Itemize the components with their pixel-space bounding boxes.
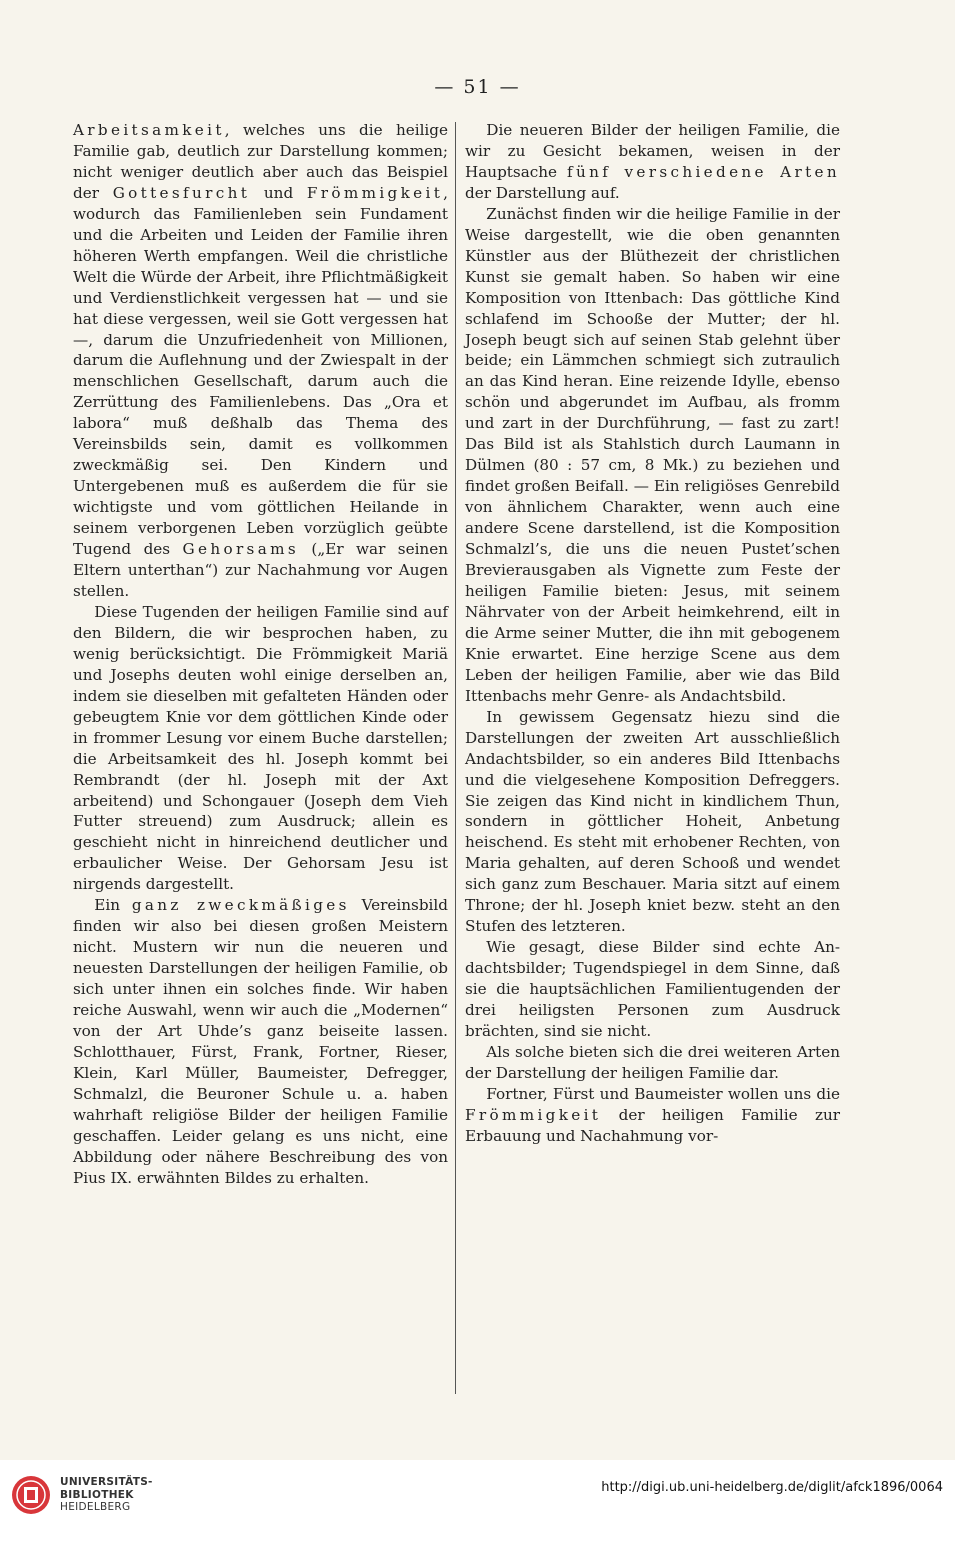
emphasized-text: Frömmigkeit <box>306 183 444 202</box>
text-run: („Er war seinen Eltern unterthan“) zur Nachahmung vor Augen stellen. <box>73 540 448 600</box>
text-run: Als solche bieten sich die drei weiteren Arten der Darstellung der heiligen Familie dar. <box>465 1042 840 1082</box>
emphasized-text: fünf verschiedene Arten <box>567 162 840 181</box>
text-run: In gewissem Gegensatz hiezu sind die Darstellungen der zweiten Art ausschließlich Andachtsbilder, so ein anderes Bild Ittenbachs und die vielgesehene Komposition Defreggers. Sie zeigen das Kind nicht in kindlichem Thun, sondern in göttlicher Hoheit, Anbetung heischend. Es steht mit erhobener Rechten, von Maria gehalten, auf deren Schooß und wendet sich ganz zum Beschauer. Maria sitzt auf einem Throne; der hl. Joseph kniet bezw. steht an den Stufen des letzteren. <box>465 707 840 936</box>
institution-line-2: BIBLIOTHEK <box>60 1488 134 1501</box>
institution-line-3: HEIDELBERG <box>60 1501 131 1513</box>
text-run: , wodurch das Familienleben sein Fundament und die Arbeiten und Leiden der Familie ihren höheren Werth empfangen. Weil die christliche Welt die Würde der Arbeit, ihre Pflichtmäßigkeit und Verdienstlichkeit vergessen hat — und sie hat diese vergessen, weil sie Gott vergessen hat —, darum die Unzufriedenheit von Millionen, darum die Auflehnung und der Zwiespalt in der menschlichen Gesellschaft, darum auch die Zerrüttung des Familienlebens. Das „Ora et labora“ muß deßhalb das Thema des Vereinsbilds sein, damit es vollkommen zweckmäßig sei. Den Kindern und Untergebenen muß es außerdem die für sie wichtigste und vom göttlichen Heilande in seinem verborgenen Leben vorzüglich geübte Tugend des <box>73 183 448 559</box>
footer-bar <box>0 1460 955 1566</box>
text-run: Ein <box>94 896 132 915</box>
text-run: Diese Tugenden der heiligen Familie sind auf den Bildern, die wir besprochen haben, zu wenig berücksichtigt. Die Frömmigkeit Mariä und Josephs deuten wohl einige derselben an, indem sie dieselben mit gefalteten Händen oder gebeugtem Knie vor dem göttlichen Kinde oder in frommer Lesung vor einem Buche darstellen; die Arbeitsamkeit des hl. Joseph kommt bei Rembrandt (der hl. Joseph mit der Axt arbeitend) und Schongauer (Joseph dem Vieh Futter streuend) zum Ausdruck; allein es geschieht nicht in hinreichend deutlicher und erbaulicher Weise. Der Gehorsam Jesu ist nirgends dargestellt. <box>73 602 448 894</box>
paragraph <box>465 120 840 204</box>
paragraph <box>465 937 840 1042</box>
text-run: Die neueren Bilder der heiligen Familie, die wir zu Gesicht bekamen, weisen in der Hauptsache <box>465 121 840 181</box>
paragraph <box>73 895 448 1188</box>
paragraph <box>73 120 448 602</box>
institution-name <box>60 1476 153 1514</box>
text-run: , welches uns die heilige Familie gab, deutlich zur Darstellung kommen; nicht weniger deutlich aber auch das Beispiel der <box>73 121 448 202</box>
paragraph <box>465 707 840 937</box>
emphasized-text: Frömmigkeit <box>465 1105 602 1124</box>
text-run: und <box>250 183 307 202</box>
text-run: Vereinsbild finden wir also bei diesen großen Meistern nicht. Mustern wir nun die neueren und neuesten Darstellungen der heiligen Familie, ob sich unter ihnen ein solches finde. Wir haben reiche Auswahl, wenn wir auch die „Modernen“ von der Art Uhde’s ganz beiseite lassen. Schlotthauer, Fürst, Frank, Fortner, Rieser, Klein, Karl Müller, Baumeister, Defregger, Schmalzl, die Beuroner Schule u. a. haben wahrhaft religiöse Bilder der heiligen Familie geschaffen. Leider gelang es uns nicht, eine Abbildung oder nähere Beschreibung des von Pius IX. erwähnten Bildes zu erhalten. <box>73 896 448 1187</box>
text-run: der heiligen Familie zur Erbauung und Nachahmung vor- <box>465 1105 840 1145</box>
text-run: Wie gesagt, diese Bilder sind echte Andachtsbilder; Tugendspiegel in dem Sinne, daß sie die hauptsächlichen Familientugenden der drei heiligsten Personen zum Ausdruck brächten, sind sie nicht. <box>465 938 840 1040</box>
text-run: Zunächst finden wir die heilige Familie in der Weise dargestellt, wie die oben genannten Künstler aus der Blüthezeit der christlichen Kunst sie gemalt haben. So haben wir eine Komposition von Ittenbach: Das göttliche Kind schlafend im Schooße der Mutter; der hl. Joseph beugt sich auf seinen Stab gelehnt über beide; ein Lämmchen schmiegt sich zutraulich an das Kind heran. Eine reizende Idylle, ebenso schön und abgerundet im Aufbau, als fromm und zart in der Durchführung, — fast zu zart! Das Bild ist als Stahlstich durch Laumann in Dülmen (80 : 57 cm, 8 Mk.) zu beziehen und findet großen Beifall. — Ein religiöses Genrebild von ähnlichem Charakter, wenn auch eine andere Scene darstellend, ist die Komposition Schmalzl’s, die uns die neuen Pustet’schen Brevierausgaben als Vignette zum Feste der heiligen Familie bieten: Jesus, mit seinem Nährvater von der Arbeit heimkehrend, eilt in die Arme seiner Mutter, die ihn mit gebogenem Knie erwartet. Eine herzige Scene aus dem Leben der heiligen Familie, aber wie das Bild Ittenbachs mehr Genre- als Andachtsbild. <box>465 204 840 705</box>
page-number: — 51 — <box>434 76 521 98</box>
source-url-link[interactable]: http://digi.ub.uni-heidelberg.de/diglit/afck1896/0064 <box>601 1480 943 1495</box>
column-divider <box>455 122 456 1394</box>
text-run: Fortner, Fürst und Baumeister wollen uns die <box>486 1084 840 1103</box>
right-text-column <box>465 120 840 1147</box>
text-run: der Darstellung auf. <box>465 183 620 202</box>
paragraph <box>73 602 448 895</box>
paragraph <box>465 1042 840 1084</box>
emphasized-text: Arbeitsamkeit <box>73 121 225 139</box>
emphasized-text: ganz zweckmäßiges <box>131 896 350 915</box>
left-text-column <box>73 120 448 1189</box>
emphasized-text: Gottesfurcht <box>112 183 251 202</box>
institution-line-1: UNIVERSITÄTS- <box>60 1476 153 1488</box>
university-seal-icon <box>10 1474 52 1516</box>
paragraph <box>465 204 840 707</box>
emphasized-text: Gehorsams <box>182 540 299 559</box>
paragraph <box>465 1084 840 1147</box>
